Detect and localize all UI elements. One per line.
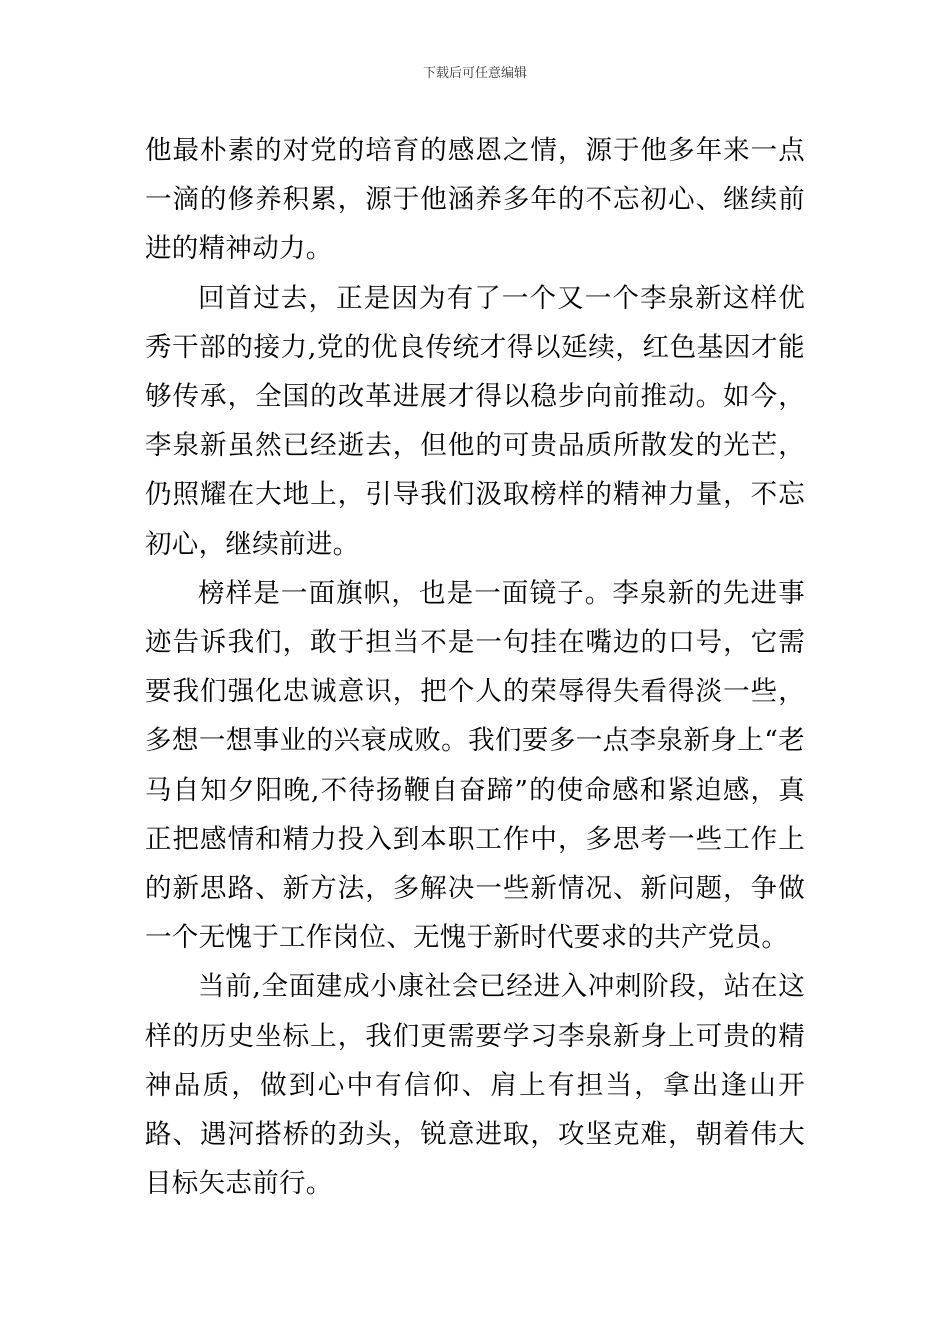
- header-note: 下载后可任意编辑: [422, 66, 527, 81]
- paragraph-3: 榜样是一面旗帜，也是一面镜子。李泉新的先进事迹告诉我们，敢于担当不是一句挂在嘴边的口号，它需要我们强化忠诚意识，把个人的荣辱得失看得淡一些，多想一想事业的兴衰成败。我们要多一点李泉新身上“老马自知夕阳晚,不待扬鞭自奋蹄”的使命感和紧迫感，真正把感情和精力投入到本职工作中，多思考一些工作上的新思路、新方法，多解决一些新情况、新问题，争做一个无愧于工作岗位、无愧于新时代要求的共产党员。: [145, 577, 805, 954]
- paragraph-4: 当前,全面建成小康社会已经进入冲刺阶段，站在这样的历史坐标上，我们更需要学习李泉新身上可贵的精神品质，做到心中有信仰、肩上有担当，拿出逢山开路、遇河搭桥的劲头，锐意进取，攻坚克难，朝着伟大目标矢志前行。: [145, 971, 805, 1200]
- paragraph-2: 回首过去，正是因为有了一个又一个李泉新这样优秀干部的接力,党的优良传统才得以延续，红色基因才能够传承，全国的改革进展才得以稳步向前推动。如今，李泉新虽然已经逝去，但他的可贵品质所散发的光芒，仍照耀在大地上，引导我们汲取榜样的精神力量，不忘初心，继续前进。: [145, 282, 805, 560]
- body-text: [145, 126, 805, 1208]
- paragraph-1: 他最朴素的对党的培育的感恩之情，源于他多年来一点一滴的修养积累，源于他涵养多年的不忘初心、继续前进的精神动力。: [145, 135, 805, 265]
